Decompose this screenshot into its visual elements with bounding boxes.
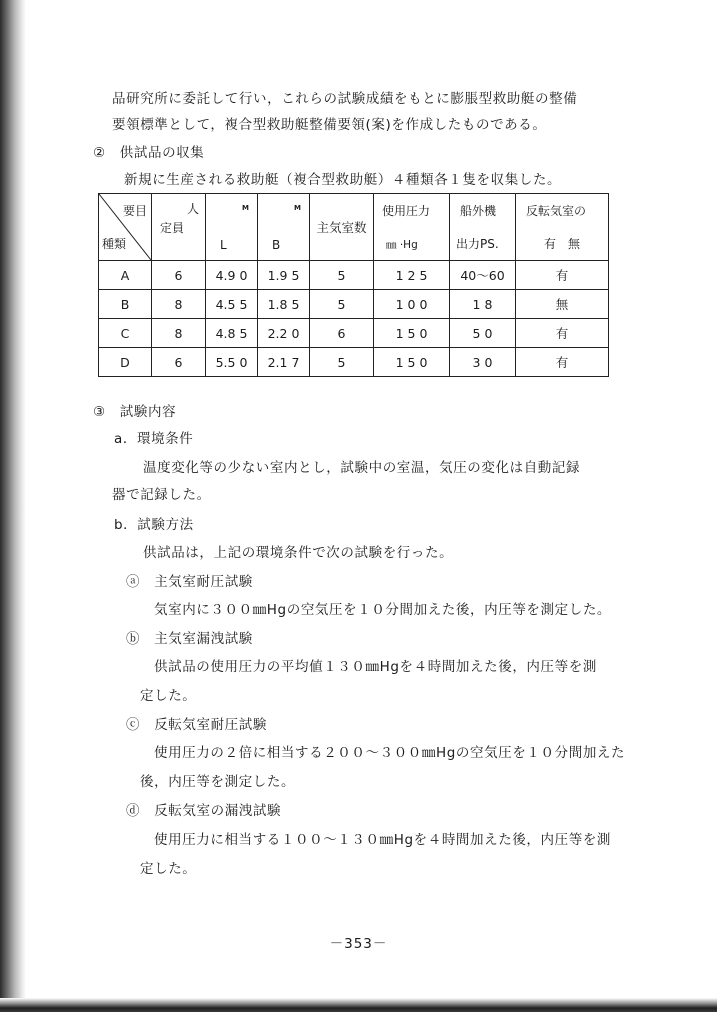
subsection-heading: b．試験方法 bbox=[114, 517, 194, 533]
table-row bbox=[99, 290, 609, 319]
header-engine-unit: 出力PS. bbox=[456, 237, 499, 251]
cell-reversal: 有 bbox=[516, 319, 609, 348]
body-text-line: 温度変化等の少ない室内とし，試験中の室温，気圧の変化は自動記録 bbox=[143, 460, 581, 476]
cell-reversal: 有 bbox=[516, 261, 609, 290]
body-text-line: 使用圧力の２倍に相当する２００～３００㎜Hgの空気圧を１０分間加えた bbox=[154, 745, 626, 761]
table-row bbox=[99, 261, 609, 290]
body-text-line: 気室内に３００㎜Hgの空気圧を１０分間加えた後，内圧等を測定した。 bbox=[154, 602, 612, 618]
header-beam-unit: M bbox=[294, 204, 301, 212]
cell-engine: 1 8 bbox=[450, 290, 516, 319]
test-heading: ⓓ 反転気室の漏洩試験 bbox=[126, 803, 282, 819]
cell-beam: 2.1 7 bbox=[258, 348, 310, 377]
header-engine-cell bbox=[450, 194, 516, 261]
cell-beam: 1.9 5 bbox=[258, 261, 310, 290]
cell-beam: 1.8 5 bbox=[258, 290, 310, 319]
subsection-heading: a．環境条件 bbox=[114, 431, 194, 447]
header-beam-label: B bbox=[272, 238, 281, 252]
section-heading: ③ 試験内容 bbox=[93, 404, 177, 420]
cell-length: 4.8 5 bbox=[206, 319, 258, 348]
cell-crew: 6 bbox=[152, 261, 206, 290]
body-text-line: 後，内圧等を測定した。 bbox=[140, 774, 296, 790]
cell-pressure: 1 0 0 bbox=[374, 290, 450, 319]
header-pressure-unit: ㎜ ·Hg bbox=[386, 239, 418, 251]
header-reversal-sub: 有 無 bbox=[544, 237, 581, 251]
cell-chambers: 5 bbox=[310, 261, 374, 290]
header-beam-cell bbox=[258, 194, 310, 261]
scan-shadow-bottom bbox=[0, 998, 717, 1012]
header-corner-cell bbox=[99, 194, 152, 261]
cell-reversal: 有 bbox=[516, 348, 609, 377]
cell-chambers: 5 bbox=[310, 348, 374, 377]
header-chambers-cell bbox=[310, 194, 374, 261]
cell-beam: 2.2 0 bbox=[258, 319, 310, 348]
header-length-unit: M bbox=[242, 204, 249, 212]
scan-shadow-left bbox=[0, 0, 26, 1012]
cell-type: D bbox=[99, 348, 152, 377]
cell-chambers: 6 bbox=[310, 319, 374, 348]
table-header-row bbox=[99, 194, 609, 261]
cell-engine: 40～60 bbox=[450, 261, 516, 290]
test-heading: ⓒ 反転気室耐圧試験 bbox=[126, 717, 267, 733]
header-length-label: L bbox=[220, 238, 227, 252]
header-reversal-label: 反転気室の bbox=[526, 204, 587, 218]
header-crew-label: 定員 bbox=[160, 221, 185, 235]
header-crew-unit: 人 bbox=[186, 202, 199, 216]
body-text-line: 定した。 bbox=[140, 688, 197, 704]
cell-pressure: 1 5 0 bbox=[374, 319, 450, 348]
cell-type: B bbox=[99, 290, 152, 319]
cell-length: 5.5 0 bbox=[206, 348, 258, 377]
header-reversal-cell bbox=[516, 194, 609, 261]
header-type-label: 種類 bbox=[102, 237, 127, 251]
cell-engine: 5 0 bbox=[450, 319, 516, 348]
cell-pressure: 1 5 0 bbox=[374, 348, 450, 377]
body-text-line: 器で記録した。 bbox=[112, 487, 211, 503]
cell-reversal: 無 bbox=[516, 290, 609, 319]
cell-type: C bbox=[99, 319, 152, 348]
cell-crew: 8 bbox=[152, 290, 206, 319]
body-text-line: 供試品は，上記の環境条件で次の試験を行った。 bbox=[143, 545, 454, 561]
cell-length: 4.5 5 bbox=[206, 290, 258, 319]
lifeboat-spec-table bbox=[98, 193, 609, 377]
page-number: －353－ bbox=[329, 936, 388, 952]
header-pressure-cell bbox=[374, 194, 450, 261]
cell-chambers: 5 bbox=[310, 290, 374, 319]
header-crew-cell bbox=[152, 194, 206, 261]
cell-crew: 8 bbox=[152, 319, 206, 348]
cell-length: 4.9 0 bbox=[206, 261, 258, 290]
cell-crew: 6 bbox=[152, 348, 206, 377]
header-length-cell bbox=[206, 194, 258, 261]
test-heading: ⓑ 主気室漏洩試験 bbox=[126, 631, 253, 647]
table-row bbox=[99, 348, 609, 377]
body-text-line: 新規に生産される救助艇（複合型救助艇）４種類各１隻を収集した。 bbox=[124, 172, 562, 188]
header-chambers-label: 主気室数 bbox=[316, 220, 367, 235]
header-item-label: 要目 bbox=[122, 204, 147, 218]
body-text-line: 要領標準として，複合型救助艇整備要領(案)を作成したものである。 bbox=[112, 117, 547, 133]
header-pressure-label: 使用圧力 bbox=[382, 204, 431, 218]
body-text-line: 使用圧力に相当する１００～１３０㎜Hgを４時間加えた後，内圧等を測 bbox=[154, 832, 612, 848]
cell-engine: 3 0 bbox=[450, 348, 516, 377]
section-heading: ② 供試品の収集 bbox=[93, 145, 205, 161]
header-engine-label: 船外機 bbox=[460, 204, 497, 218]
body-text-line: 供試品の使用圧力の平均値１３０㎜Hgを４時間加えた後，内圧等を測 bbox=[154, 659, 597, 675]
test-heading: ⓐ 主気室耐圧試験 bbox=[126, 574, 253, 590]
body-text-line: 品研究所に委託して行い，これらの試験成績をもとに膨脹型救助艇の整備 bbox=[112, 91, 578, 107]
body-text-line: 定した。 bbox=[140, 861, 197, 877]
cell-type: A bbox=[99, 261, 152, 290]
table-row bbox=[99, 319, 609, 348]
cell-pressure: 1 2 5 bbox=[374, 261, 450, 290]
